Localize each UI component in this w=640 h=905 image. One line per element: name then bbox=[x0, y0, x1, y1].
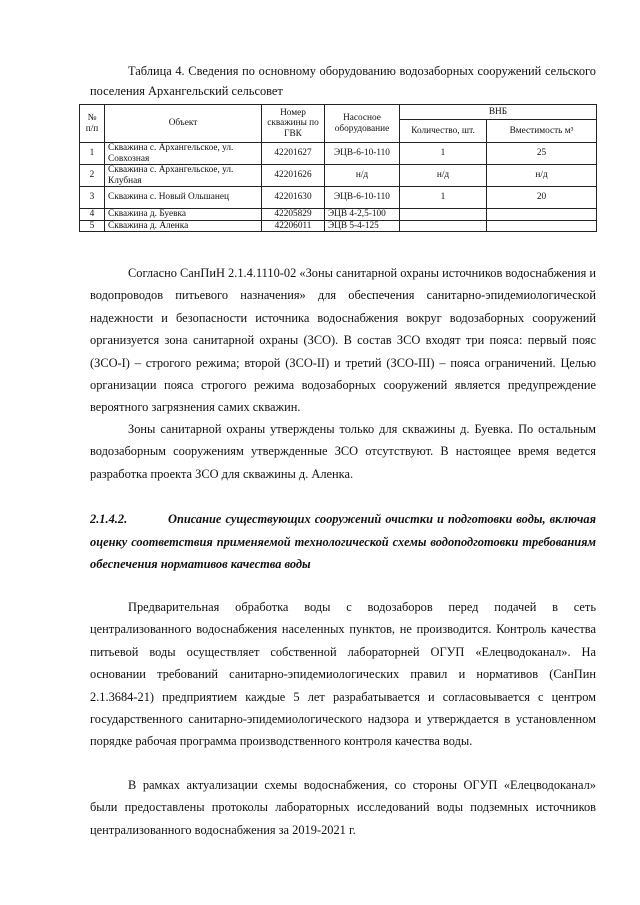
section-heading bbox=[90, 508, 596, 576]
cell-count: н/д bbox=[400, 165, 487, 187]
section-title: Описание существующих сооружений очистки и подготовки воды, включая оценку соответствия применяемой технологической схемы водоподготовки требованиям обеспечения нормативов качества воды bbox=[90, 512, 596, 571]
cell-gvk: 42201626 bbox=[262, 165, 325, 187]
cell-pump: н/д bbox=[325, 165, 400, 187]
cell-pump: ЭЦВ-6-10-110 bbox=[325, 187, 400, 209]
table-row bbox=[80, 187, 597, 209]
cell-pump: ЭЦВ 5-4-125 bbox=[325, 220, 400, 232]
cell-gvk: 42206011 bbox=[262, 220, 325, 232]
table-row bbox=[80, 209, 597, 221]
paragraph-zso-status: Зоны санитарной охраны утверждены только для скважины д. Буевка. По остальным водозаборным сооружениям утвержденные ЗСО отсутствуют. В настоящее время ведется разработка проекта ЗСО для скважины д. Аленка. bbox=[90, 422, 596, 481]
cell-volume: 25 bbox=[487, 143, 597, 165]
header-num: № п/п bbox=[80, 105, 105, 143]
cell-object: Скважина д. Аленка bbox=[105, 220, 262, 232]
cell-volume bbox=[487, 220, 597, 232]
cell-num: 2 bbox=[80, 165, 105, 187]
section-number: 2.1.4.2. bbox=[90, 512, 128, 526]
cell-object: Скважина д. Буевка bbox=[105, 209, 262, 221]
cell-num: 1 bbox=[80, 143, 105, 165]
equipment-table bbox=[79, 104, 597, 232]
header-pump: Насосное оборудование bbox=[325, 105, 400, 143]
table-row bbox=[80, 143, 597, 165]
header-volume: Вместимость м³ bbox=[487, 120, 597, 143]
table-caption: Таблица 4. Сведения по основному оборудованию водозаборных сооружений сельского поселения Архангельский сельсовет bbox=[90, 64, 596, 98]
cell-pump: ЭЦВ-6-10-110 bbox=[325, 143, 400, 165]
cell-pump: ЭЦВ 4-2,5-100 bbox=[325, 209, 400, 221]
paragraph-sanitary-zones: Согласно СанПиН 2.1.4.1110-02 «Зоны санитарной охраны источников водоснабжения и водопроводов питьевого назначения» для обеспечения санитарно-эпидемиологической надежности и безопасности источника водоснабжения вокруг водозаборных сооружений организуется зона санитарной охраны (ЗСО). В состав ЗСО входят три пояса: первый пояс (ЗСО-I) – строгого режима; второй (ЗСО-II) и третий (ЗСО-III) – пояса ограничений. Целью организации пояса строгого режима водозаборных сооружений является предупреждение вероятного загрязнения самих скважин. bbox=[90, 266, 597, 415]
header-count: Количество, шт. bbox=[400, 120, 487, 143]
cell-num: 5 bbox=[80, 220, 105, 232]
table-row bbox=[80, 220, 597, 232]
paragraph-lab-protocols: В рамках актуализации схемы водоснабжения, со стороны ОГУП «Елецводоканал» были предоставлены протоколы лабораторных исследований воды подземных источников централизованного водоснабжения за 2019-2021 г. bbox=[90, 778, 596, 837]
cell-gvk: 42205829 bbox=[262, 209, 325, 221]
cell-gvk: 42201630 bbox=[262, 187, 325, 209]
cell-volume: н/д bbox=[487, 165, 597, 187]
cell-count bbox=[400, 209, 487, 221]
cell-object: Скважина с. Новый Ольшанец bbox=[105, 187, 262, 209]
header-object: Объект bbox=[105, 105, 262, 143]
header-gvk: Номер скважины по ГВК bbox=[262, 105, 325, 143]
paragraph-water-treatment: Предварительная обработка воды с водозаборов перед подачей в сеть централизованного водоснабжения населенных пунктов, не производится. Контроль качества питьевой воды осуществляет собственной лабораторней ОГУП «Елецводоканал». На основании требований санитарно-эпидемиологических правил и нормативов (СанПин 2.1.3684-21) предприятием каждые 5 лет разрабатывается и согласовывается с центром государственного санитарно-эпидемиологического надзора и утверждается в установленном порядке рабочая программа производственного контроля качества воды. bbox=[90, 600, 596, 749]
cell-volume bbox=[487, 209, 597, 221]
cell-num: 4 bbox=[80, 209, 105, 221]
cell-volume: 20 bbox=[487, 187, 597, 209]
cell-count: 1 bbox=[400, 143, 487, 165]
table-row bbox=[80, 165, 597, 187]
cell-count bbox=[400, 220, 487, 232]
header-vnb: ВНБ bbox=[400, 105, 597, 120]
cell-gvk: 42201627 bbox=[262, 143, 325, 165]
cell-object: Скважина с. Архангельское, ул. Клубная bbox=[105, 165, 262, 187]
cell-object: Скважина с. Архангельское, ул. Совхозная bbox=[105, 143, 262, 165]
cell-count: 1 bbox=[400, 187, 487, 209]
cell-num: 3 bbox=[80, 187, 105, 209]
